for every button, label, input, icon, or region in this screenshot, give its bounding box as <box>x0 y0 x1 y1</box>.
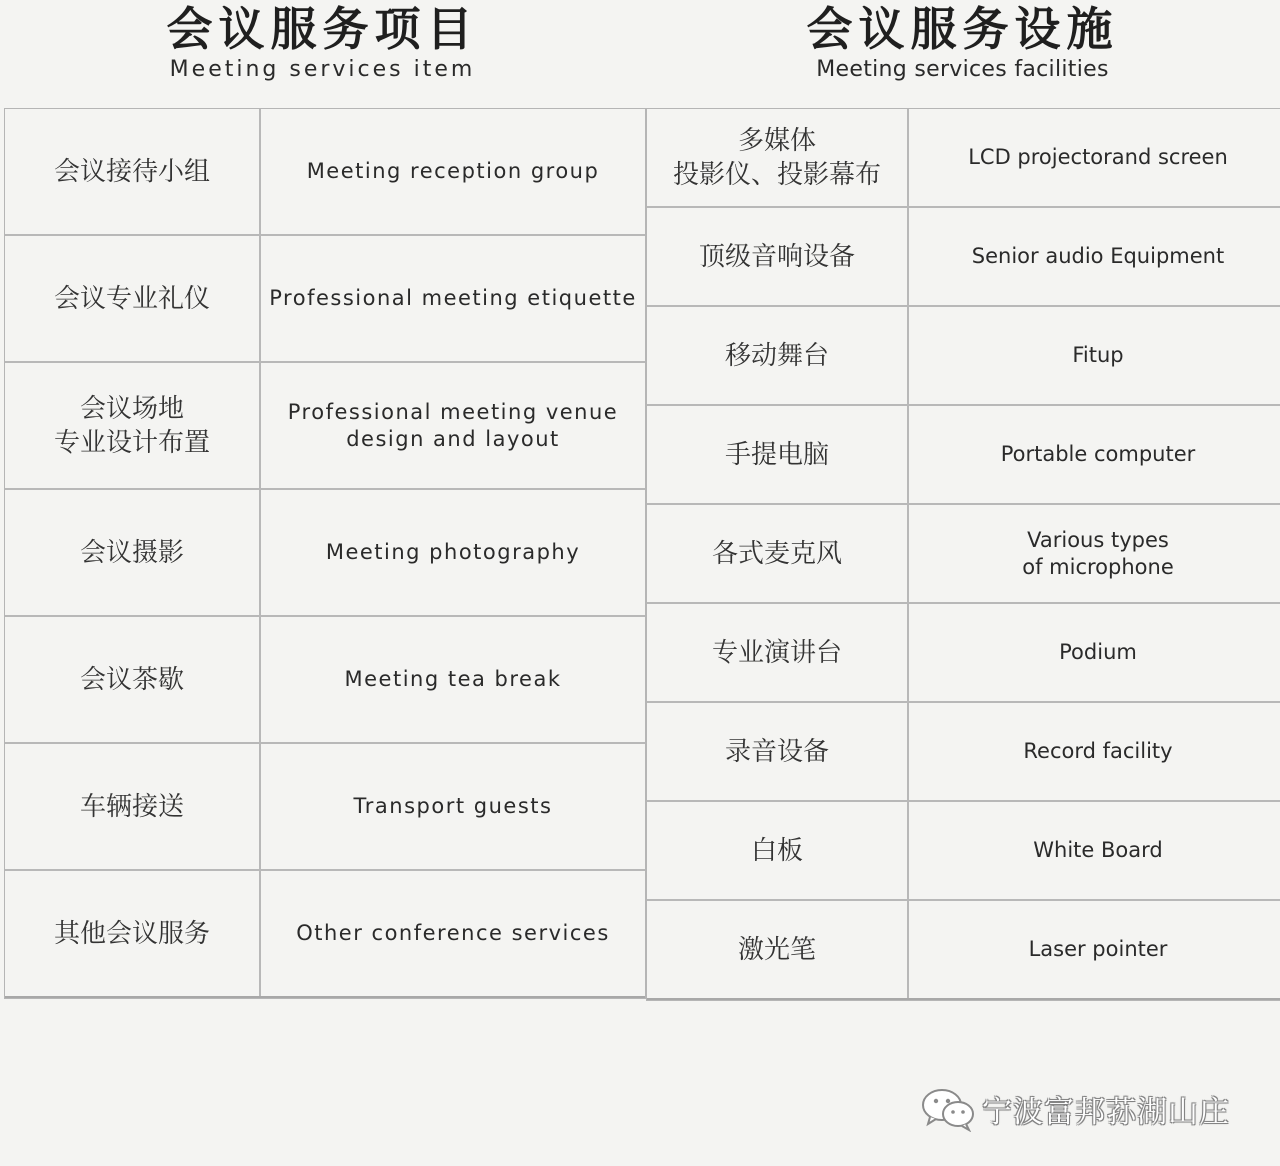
facility-row <box>647 703 1280 802</box>
label-cn: 多媒体 投影仪、投影幕布 <box>672 125 881 190</box>
facility-row <box>647 505 1280 604</box>
services-header <box>0 0 645 106</box>
facilities-title-en: Meeting services facilities <box>816 57 1109 82</box>
cell-cn <box>5 871 261 996</box>
cell-en <box>909 703 1280 800</box>
cell-cn <box>647 802 909 899</box>
label-en: White Board <box>1033 838 1163 862</box>
cell-cn <box>5 363 261 488</box>
service-row <box>5 109 645 236</box>
services-table <box>4 108 646 999</box>
label-en: Various types of microphone <box>1022 527 1174 579</box>
label-en: LCD projectorand screen <box>968 145 1228 169</box>
cell-cn <box>647 604 909 701</box>
cell-en <box>261 363 645 488</box>
label-en: Podium <box>1059 640 1137 664</box>
cell-cn <box>647 406 909 503</box>
service-row <box>5 871 645 998</box>
label-en: Portable computer <box>1000 442 1196 466</box>
cell-en <box>909 307 1280 404</box>
label-cn: 激光笔 <box>737 934 816 965</box>
service-row <box>5 236 645 363</box>
cell-en <box>909 406 1280 503</box>
label-en: Laser pointer <box>1028 937 1168 961</box>
label-en: Meeting reception group <box>306 159 600 183</box>
label-en: Fitup <box>1072 343 1124 367</box>
label-cn: 其他会议服务 <box>53 918 210 949</box>
facility-row <box>647 901 1280 1000</box>
cell-cn <box>647 109 909 206</box>
facilities-table <box>646 108 1280 1001</box>
label-en: Record facility <box>1023 739 1173 763</box>
label-en: Meeting tea break <box>344 667 562 691</box>
label-en: Transport guests <box>353 794 553 818</box>
cell-en <box>909 901 1280 998</box>
cell-cn <box>647 505 909 602</box>
facility-row <box>647 109 1280 208</box>
label-cn: 车辆接送 <box>79 791 184 822</box>
cell-en <box>261 236 645 361</box>
label-cn: 移动舞台 <box>724 340 829 371</box>
label-cn: 顶级音响设备 <box>698 241 855 272</box>
cell-en <box>261 109 645 234</box>
label-en: Meeting photography <box>325 540 581 564</box>
services-title-cn: 会议服务项目 <box>166 2 479 56</box>
label-cn: 会议场地 专业设计布置 <box>53 393 210 458</box>
label-cn: 专业演讲台 <box>711 637 842 668</box>
cell-en <box>261 744 645 869</box>
label-cn: 会议茶歇 <box>79 664 184 695</box>
facility-row <box>647 307 1280 406</box>
cell-en <box>909 802 1280 899</box>
label-en: Senior audio Equipment <box>971 244 1225 268</box>
facility-row <box>647 208 1280 307</box>
label-cn: 会议摄影 <box>79 537 184 568</box>
services-title-en: Meeting services item <box>169 57 476 82</box>
label-cn: 录音设备 <box>724 736 829 767</box>
cell-en <box>909 604 1280 701</box>
cell-en <box>261 871 645 996</box>
label-cn: 手提电脑 <box>724 439 829 470</box>
cell-en <box>261 490 645 615</box>
facility-row <box>647 802 1280 901</box>
cell-cn <box>5 744 261 869</box>
service-row <box>5 744 645 871</box>
cell-en <box>261 617 645 742</box>
label-cn: 会议接待小组 <box>53 156 210 187</box>
facility-row <box>647 604 1280 703</box>
cell-cn <box>647 307 909 404</box>
service-row <box>5 363 645 490</box>
cell-cn <box>647 703 909 800</box>
label-en: Professional meeting venue design and layout <box>287 399 619 451</box>
wechat-icon <box>920 1086 976 1132</box>
label-en: Professional meeting etiquette <box>269 286 637 310</box>
watermark <box>920 1086 1230 1132</box>
cell-cn <box>5 236 261 361</box>
facilities-title-cn: 会议服务设施 <box>806 2 1119 56</box>
cell-en <box>909 208 1280 305</box>
cell-en <box>909 109 1280 206</box>
cell-cn <box>647 208 909 305</box>
cell-cn <box>5 490 261 615</box>
label-en: Other conference services <box>296 921 610 945</box>
label-cn: 白板 <box>750 835 803 866</box>
label-cn: 各式麦克风 <box>711 538 842 569</box>
service-row <box>5 490 645 617</box>
cell-cn <box>5 109 261 234</box>
service-row <box>5 617 645 744</box>
facilities-header <box>645 0 1280 106</box>
cell-en <box>909 505 1280 602</box>
watermark-text: 宁波富邦荪湖山庄 <box>982 1095 1230 1130</box>
cell-cn <box>647 901 909 998</box>
facility-row <box>647 406 1280 505</box>
label-cn: 会议专业礼仪 <box>53 283 210 314</box>
cell-cn <box>5 617 261 742</box>
